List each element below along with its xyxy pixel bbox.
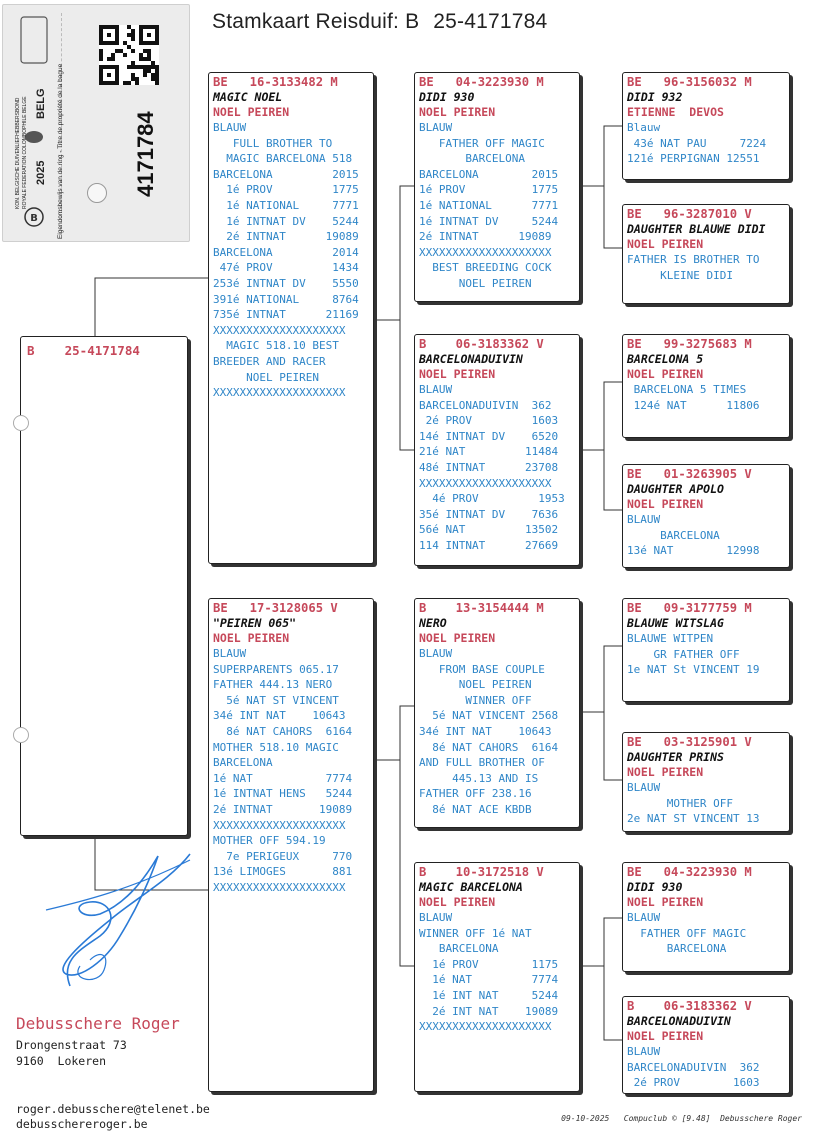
sire-sire-dam-card[interactable] <box>622 204 790 304</box>
pigeon-ring: BE 96-3287010 V <box>627 207 752 221</box>
pigeon-info-line: BARCELONA <box>627 942 727 956</box>
pigeon-info-line: 2é INTNAT 19089 <box>213 230 359 244</box>
pigeon-breeder: NOEL PEIREN <box>627 1029 704 1043</box>
sire-sire-sire-card[interactable] <box>622 72 790 180</box>
pigeon-breeder: NOEL PEIREN <box>419 895 496 909</box>
ring-number: 4171784 <box>133 111 158 197</box>
pigeon-info-line: XXXXXXXXXXXXXXXXXXXX <box>419 476 552 490</box>
pigeon-info-line: FATHER 444.13 NERO <box>213 678 333 692</box>
pigeon-info-line: 34é INT NAT 10643 <box>213 709 346 723</box>
pigeon-breeder: NOEL PEIREN <box>419 631 496 645</box>
pigeon-info-line: BREEDER AND RACER <box>213 354 326 368</box>
pigeon-info-line: KLEINE DIDI <box>627 268 733 282</box>
pigeon-info-line: 56é NAT 13502 <box>419 523 559 537</box>
pigeon-ring: BE 03-3125901 V <box>627 735 752 749</box>
pigeon-info-line: XXXXXXXXXXXXXXXXXXXX <box>213 880 346 894</box>
signature <box>40 840 210 990</box>
pigeon-info-line: 121é PERPIGNAN 12551 <box>627 152 760 166</box>
pigeon-info-line: 4é PROV 1953 <box>419 492 565 506</box>
title-ring: 25-4171784 <box>433 10 548 33</box>
pigeon-info-line: BARCELONA 2015 <box>419 167 559 181</box>
pigeon-name: BARCELONADUIVIN <box>627 1014 731 1028</box>
pigeon-info-line: BARCELONA 5 TIMES <box>627 383 747 396</box>
pigeon-info-line: GR FATHER OFF <box>627 647 740 661</box>
pigeon-info-line: BLAUW <box>627 1045 661 1058</box>
dam-dam-sire-card[interactable] <box>622 862 790 972</box>
subject-pigeon-card[interactable] <box>20 336 188 836</box>
pigeon-breeder: ETIENNE DEVOS <box>627 105 724 119</box>
pigeon-info-line: 2é PROV 1603 <box>627 1076 760 1090</box>
pigeon-info-line: XXXXXXXXXXXXXXXXXXXX <box>419 245 552 259</box>
pigeon-info-line: 1é INT NAT 5244 <box>419 988 559 1002</box>
pigeon-info-line: MAGIC 518.10 BEST <box>213 339 339 353</box>
pigeon-info-line: 1e NAT St VINCENT 19 <box>627 663 760 677</box>
pigeon-name: DIDI 932 <box>627 90 683 104</box>
pigeon-info-line: 2e NAT ST VINCENT 13 <box>627 812 760 826</box>
pigeon-info-line: 445.13 AND IS <box>419 771 539 785</box>
pigeon-name: BLAUWE WITSLAG <box>627 616 724 630</box>
pigeon-info-line: 43é NAT PAU 7224 <box>627 136 767 150</box>
pigeon-info-line: MOTHER OFF 594.19 <box>213 834 326 848</box>
owner-city: 9160 Lokeren <box>16 1054 107 1068</box>
pigeon-info-line: MOTHER 518.10 MAGIC <box>213 740 339 754</box>
pigeon-info-line: 35é INTNAT DV 7636 <box>419 507 559 521</box>
pigeon-info-line: BLAUW <box>419 121 453 134</box>
pigeon-info-line: BARCELONADUIVIN 362 <box>627 1060 760 1074</box>
dam-sire-dam-card[interactable] <box>622 732 790 832</box>
sire-dam-card[interactable] <box>414 334 580 566</box>
pigeon-info-line: FATHER OFF 238.16 <box>419 787 532 801</box>
software-credit: Compuclub © [9.48] Debusschere Roger <box>623 1114 802 1123</box>
pigeon-info-line: 1é INTNAT DV 5244 <box>213 214 359 228</box>
punch-hole-top <box>13 415 29 431</box>
pigeon-info-line: WINNER OFF 1é NAT <box>419 926 532 940</box>
owner-name: Debusschere Roger <box>16 1014 180 1033</box>
sire-dam-dam-card[interactable] <box>622 464 790 568</box>
pigeon-name: DAUGHTER APOLO <box>627 482 724 496</box>
pigeon-info-line: 114 INTNAT 27669 <box>419 538 559 552</box>
pigeon-info-line: BLAUW <box>627 513 661 526</box>
pigeon-info-line: 8é NAT ACE KBDB <box>419 802 532 816</box>
punch-hole-bottom <box>13 727 29 743</box>
pigeon-info-line: 1é PROV 1775 <box>419 183 559 197</box>
pigeon-info-line: XXXXXXXXXXXXXXXXXXXX <box>213 323 346 337</box>
pigeon-breeder: NOEL PEIREN <box>627 237 704 251</box>
pigeon-info-line: 21é NAT 11484 <box>419 445 559 459</box>
pigeon-name: MAGIC NOEL <box>213 90 283 104</box>
pigeon-info-line: BLAUW <box>627 781 661 794</box>
pigeon-info-line: MOTHER OFF <box>627 796 733 810</box>
pigeon-name: "PEIREN 065" <box>213 616 297 630</box>
owner-street: Drongenstraat 73 <box>16 1038 127 1052</box>
owner-website[interactable]: debusschereroger.be <box>16 1117 148 1131</box>
pigeon-info-line: BLAUWE WITPEN <box>627 632 714 645</box>
pigeon-info-line: 8é NAT CAHORS 6164 <box>213 724 353 738</box>
pigeon-ring: B 13-3154444 M <box>419 601 544 615</box>
pigeon-name: DAUGHTER BLAUWE DIDI <box>627 222 766 236</box>
pigeon-info-line: 735é INTNAT 21169 <box>213 308 359 322</box>
pigeon-info-line: FATHER OFF MAGIC <box>627 926 747 940</box>
pigeon-info-line: 1é NATIONAL 7771 <box>213 198 359 212</box>
pigeon-info-line: FATHER IS BROTHER TO <box>627 253 760 266</box>
ring-country: BELG <box>35 88 47 119</box>
pigeon-name: BARCELONA 5 <box>627 352 704 366</box>
pigeon-info-line: 124é NAT 11806 <box>627 398 760 412</box>
pigeon-info-line: FROM BASE COUPLE <box>419 662 545 676</box>
pigeon-info-line: NOEL PEIREN <box>213 370 319 384</box>
sire-card[interactable] <box>208 72 374 564</box>
pigeon-info-line: 253é INTNAT DV 5550 <box>213 276 359 290</box>
pigeon-info-line: XXXXXXXXXXXXXXXXXXXX <box>213 818 346 832</box>
pigeon-info-line: BLAUW <box>627 911 661 924</box>
pigeon-info-line: MAGIC BARCELONA 518 <box>213 152 353 166</box>
pigeon-info-line: BARCELONA <box>419 152 525 166</box>
pigeon-info-line: XXXXXXXXXXXXXXXXXXXX <box>213 386 346 400</box>
pigeon-info-line: BLAUW <box>419 383 453 396</box>
pigeon-breeder: NOEL PEIREN <box>627 895 704 909</box>
pigeon-info-line: Blauw <box>627 121 661 134</box>
pigeon-name: DIDI 930 <box>627 880 683 894</box>
pigeon-ring: BE 04-3223930 M <box>419 75 544 89</box>
pigeon-info-line: FATHER OFF MAGIC <box>419 136 545 150</box>
print-footer <box>561 1114 802 1123</box>
pigeon-info-line: BARCELONA <box>213 756 273 770</box>
pigeon-ring: BE 16-3133482 M <box>213 75 338 89</box>
pigeon-info-line: 5é NAT VINCENT 2568 <box>419 709 559 723</box>
pigeon-info-line: 1é INTNAT DV 5244 <box>419 214 559 228</box>
pigeon-info-line: BARCELONA <box>627 528 720 542</box>
title-text: Stamkaart Reisduif: B <box>212 10 420 33</box>
pigeon-name: DAUGHTER PRINS <box>627 750 724 764</box>
pigeon-info-line: NOEL PEIREN <box>419 276 532 290</box>
sire-sire-card[interactable] <box>414 72 580 302</box>
pigeon-info-line: BLAUW <box>213 647 247 660</box>
pigeon-info-line: BARCELONA 2014 <box>213 245 359 259</box>
pigeon-ring: BE 17-3128065 V <box>213 601 338 615</box>
pigeon-name: MAGIC BARCELONA <box>419 880 523 894</box>
pigeon-ring: BE 09-3177759 M <box>627 601 752 615</box>
pigeon-ring: BE 04-3223930 M <box>627 865 752 879</box>
pigeon-info-line: BARCELONADUIVIN 362 <box>419 398 552 412</box>
pigeon-breeder: NOEL PEIREN <box>627 497 704 511</box>
pigeon-info-line: 2é PROV 1603 <box>419 414 559 428</box>
ownership-line: Eigendomsbewijs van de ring - Titre de propriété de la bague <box>57 63 64 239</box>
pigeon-info-line: 1é PROV 1775 <box>213 183 359 197</box>
sire-dam-sire-card[interactable] <box>622 334 790 438</box>
pigeon-info-line: 14é INTNAT DV 6520 <box>419 429 559 443</box>
pigeon-info-line: 7e PERIGEUX 770 <box>213 849 353 863</box>
dam-card[interactable] <box>208 598 374 1092</box>
ring-year: 2025 <box>35 160 47 185</box>
pigeon-breeder: NOEL PEIREN <box>627 765 704 779</box>
pigeon-info-line: NOEL PEIREN <box>419 678 532 692</box>
pigeon-info-line: BARCELONA <box>419 942 499 956</box>
pigeon-info-line: 1é NATIONAL 7771 <box>419 198 559 212</box>
pigeon-info-line: BLAUW <box>419 911 453 924</box>
pigeon-info-line: 5é NAT ST VINCENT <box>213 693 339 707</box>
federation-line-2: ROYALE FEDERATION COLOMBOPHILE BELGE <box>22 96 28 209</box>
pigeon-info-line: 391é NATIONAL 8764 <box>213 292 359 306</box>
svg-text:B: B <box>30 213 38 224</box>
pigeon-info-line: AND FULL BROTHER OF <box>419 756 545 770</box>
subject-ring: B 25-4171784 <box>27 343 140 358</box>
pigeon-info-line: FULL BROTHER TO <box>213 136 333 150</box>
pigeon-info-line: 1é PROV 1175 <box>419 957 559 971</box>
pigeon-info-line: 48é INTNAT 23708 <box>419 460 559 474</box>
pigeon-info-line: 34é INT NAT 10643 <box>419 724 552 738</box>
pigeon-info-line: 1é NAT 7774 <box>213 771 353 785</box>
pigeon-info-line: SUPERPARENTS 065.17 <box>213 662 339 676</box>
pigeon-info-line: 2é INTNAT 19089 <box>419 230 552 244</box>
dam-dam-card[interactable] <box>414 862 580 1092</box>
pigeon-ring: BE 01-3263905 V <box>627 467 752 481</box>
dam-sire-sire-card[interactable] <box>622 598 790 702</box>
pigeon-ring: BE 96-3156032 M <box>627 75 752 89</box>
pigeon-breeder: NOEL PEIREN <box>213 631 290 645</box>
pigeon-info-line: 47é PROV 1434 <box>213 261 359 275</box>
pigeon-info-line: 13é LIMOGES 881 <box>213 865 353 879</box>
pigeon-info-line: BARCELONA 2015 <box>213 167 359 181</box>
pigeon-name: BARCELONADUIVIN <box>419 352 523 366</box>
pigeon-info-line: BLAUW <box>419 647 453 660</box>
pigeon-info-line: 1é NAT 7774 <box>419 973 559 987</box>
pigeon-ring: B 06-3183362 V <box>627 999 752 1013</box>
dam-dam-dam-card[interactable] <box>622 996 790 1094</box>
pigeon-info-line: 1é INTNAT HENS 5244 <box>213 787 353 801</box>
pigeon-info-line: XXXXXXXXXXXXXXXXXXXX <box>419 1020 552 1034</box>
pigeon-info-line: 2é INTNAT 19089 <box>213 802 353 816</box>
pigeon-breeder: NOEL PEIREN <box>627 367 704 381</box>
pigeon-info-line: 8é NAT CAHORS 6164 <box>419 740 559 754</box>
pigeon-ring: B 06-3183362 V <box>419 337 544 351</box>
pigeon-info-line: WINNER OFF <box>419 693 532 707</box>
pigeon-breeder: NOEL PEIREN <box>419 105 496 119</box>
pigeon-info-line: 2é INT NAT 19089 <box>419 1004 559 1018</box>
federation-line-1: KON. BELGISCHE DUIVENLIEFHEBBERSBOND <box>15 97 21 209</box>
print-date: 09-10-2025 <box>561 1114 610 1123</box>
pigeon-name: DIDI 930 <box>419 90 475 104</box>
pigeon-info-line: BLAUW <box>213 121 247 134</box>
dam-sire-card[interactable] <box>414 598 580 828</box>
owner-email[interactable]: roger.debusschere@telenet.be <box>16 1102 210 1116</box>
pigeon-ring: B 10-3172518 V <box>419 865 544 879</box>
pigeon-info-line: BEST BREEDING COCK <box>419 261 552 275</box>
pigeon-breeder: NOEL PEIREN <box>213 105 290 119</box>
pigeon-breeder: NOEL PEIREN <box>419 367 496 381</box>
pigeon-name: NERO <box>419 616 447 630</box>
pigeon-ring: BE 99-3275683 M <box>627 337 752 351</box>
pigeon-info-line: 13é NAT 12998 <box>627 544 760 558</box>
